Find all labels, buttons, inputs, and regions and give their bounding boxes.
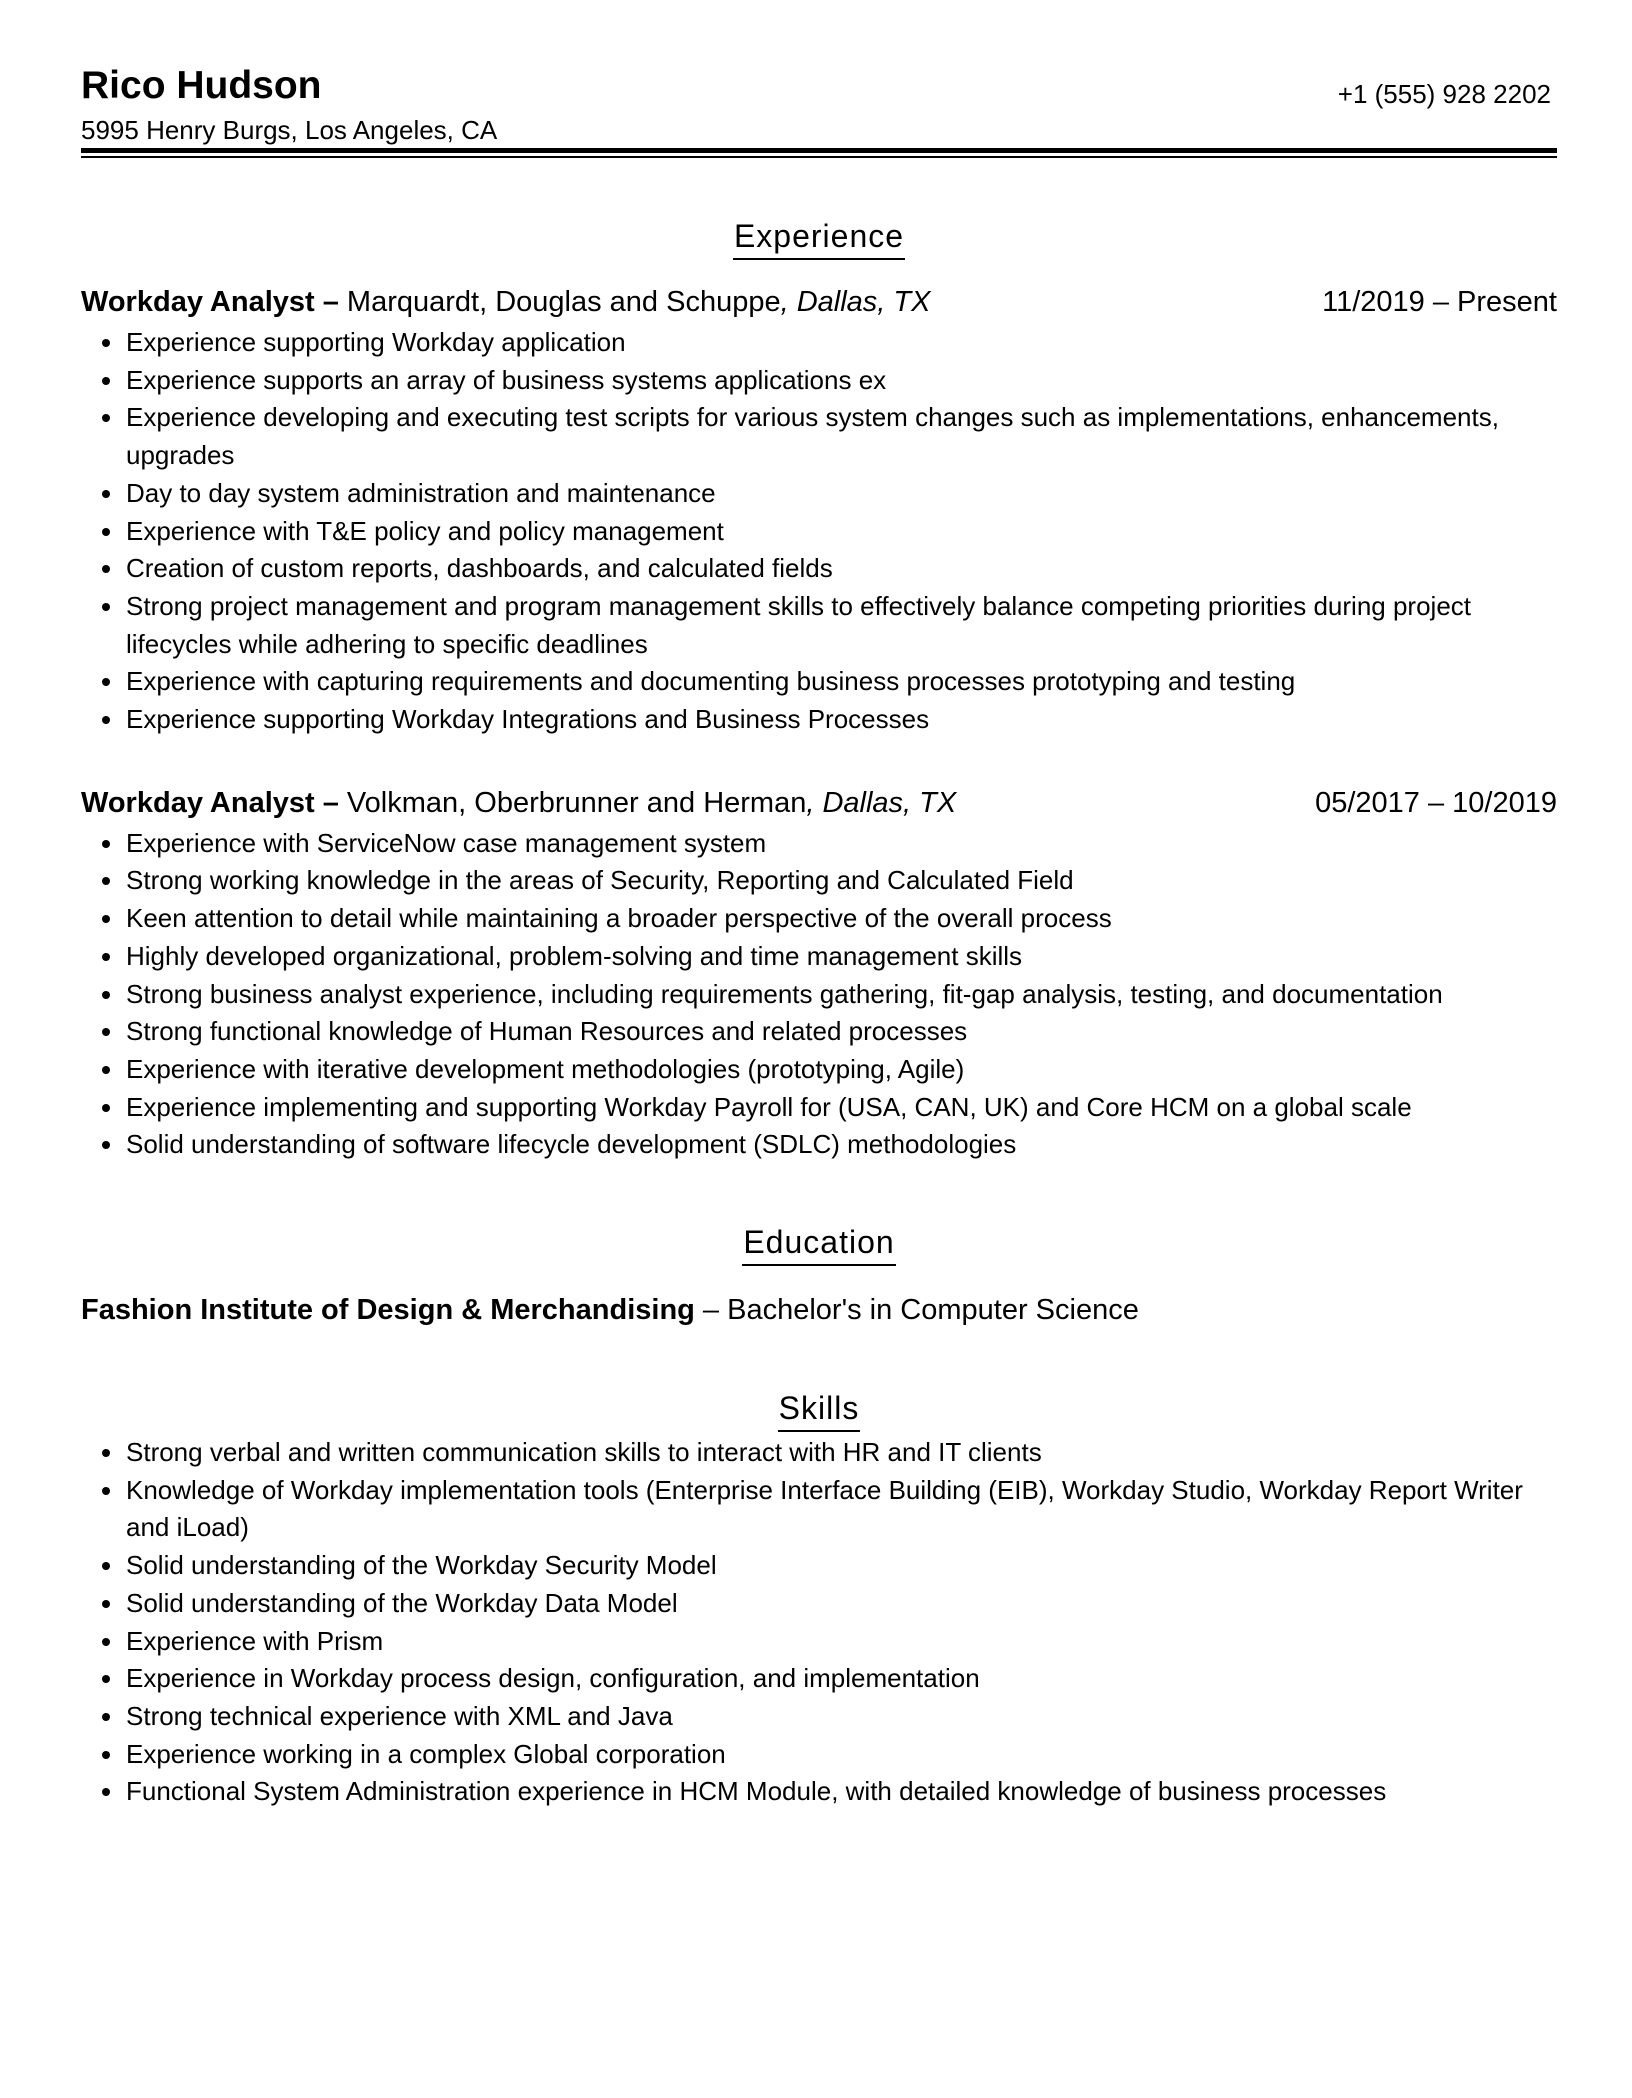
list-item: Solid understanding of the Workday Security Model (81, 1547, 1557, 1585)
list-item: Experience supporting Workday Integrations and Business Processes (81, 701, 1557, 739)
candidate-address: 5995 Henry Burgs, Los Angeles, CA (81, 115, 498, 145)
list-item: Strong verbal and written communication skills to interact with HR and IT clients (81, 1434, 1557, 1472)
list-item: Solid understanding of software lifecycle development (SDLC) methodologies (81, 1126, 1557, 1164)
job-title: Workday Analyst – (81, 786, 339, 819)
education-school: Fashion Institute of Design & Merchandising (81, 1294, 695, 1327)
list-item: Experience developing and executing test scripts for various system changes such as implementations, enhancements, upgrades (81, 399, 1557, 474)
job-entry (81, 783, 1557, 1164)
job-title: Workday Analyst – (81, 286, 339, 318)
job-company: Marquardt, Douglas and Schuppe (338, 286, 781, 318)
list-item: Functional System Administration experience in HCM Module, with detailed knowledge of business processes (81, 1773, 1557, 1811)
education-entry (81, 1290, 1557, 1330)
job-dates: 05/2017 – 10/2019 (1315, 786, 1557, 819)
header-rule-thin (81, 156, 1557, 158)
list-item: Experience with T&E policy and policy management (81, 513, 1557, 551)
list-item: Experience supports an array of business systems applications ex (81, 362, 1557, 400)
education-degree: – Bachelor's in Computer Science (694, 1294, 1139, 1327)
list-item: Strong working knowledge in the areas of Security, Reporting and Calculated Field (81, 862, 1557, 900)
job-header (81, 282, 1557, 322)
job-bullets (81, 324, 1557, 739)
skills-list (81, 1434, 1557, 1811)
candidate-phone: +1 (555) 928 2202 (1337, 79, 1551, 109)
job-entry (81, 282, 1557, 739)
list-item: Knowledge of Workday implementation tools (Enterprise Interface Building (EIB), Workday Studio, Workday Report Writer and iLoad) (81, 1472, 1557, 1547)
header-rule-thick (81, 148, 1557, 153)
list-item: Solid understanding of the Workday Data Model (81, 1585, 1557, 1623)
education-heading (81, 1222, 1557, 1266)
experience-heading-text: Experience (733, 216, 905, 260)
list-item: Experience implementing and supporting Workday Payroll for (USA, CAN, UK) and Core HCM on a global scale (81, 1089, 1557, 1127)
job-company: Volkman, Oberbrunner and Herman (338, 786, 807, 819)
list-item: Experience supporting Workday application (81, 324, 1557, 362)
list-item: Experience with Prism (81, 1623, 1557, 1661)
list-item: Experience with iterative development methodologies (prototyping, Agile) (81, 1051, 1557, 1089)
experience-heading (81, 216, 1557, 260)
list-item: Strong functional knowledge of Human Resources and related processes (81, 1013, 1557, 1051)
job-location: , Dallas, TX (806, 786, 957, 819)
job-bullets (81, 825, 1557, 1164)
list-item: Experience with ServiceNow case management system (81, 825, 1557, 863)
list-item: Experience with capturing requirements and documenting business processes prototyping and testing (81, 663, 1557, 701)
job-header (81, 783, 1557, 823)
job-dates: 11/2019 – Present (1322, 286, 1557, 318)
job-location: , Dallas, TX (780, 286, 931, 318)
candidate-name: Rico Hudson (81, 64, 322, 107)
skills-heading-text: Skills (778, 1388, 861, 1432)
list-item: Keen attention to detail while maintaining a broader perspective of the overall process (81, 900, 1557, 938)
education-heading-text: Education (742, 1222, 895, 1266)
list-item: Strong business analyst experience, including requirements gathering, fit-gap analysis, testing, and documentation (81, 976, 1557, 1014)
list-item: Day to day system administration and maintenance (81, 475, 1557, 513)
list-item: Strong technical experience with XML and Java (81, 1698, 1557, 1736)
list-item: Creation of custom reports, dashboards, and calculated fields (81, 550, 1557, 588)
list-item: Strong project management and program management skills to effectively balance competing priorities during project lifecycles while adhering to specific deadlines (81, 588, 1557, 663)
list-item: Experience in Workday process design, configuration, and implementation (81, 1660, 1557, 1698)
list-item: Experience working in a complex Global corporation (81, 1736, 1557, 1774)
skills-heading (81, 1388, 1557, 1432)
resume-header (81, 60, 1557, 148)
list-item: Highly developed organizational, problem-solving and time management skills (81, 938, 1557, 976)
